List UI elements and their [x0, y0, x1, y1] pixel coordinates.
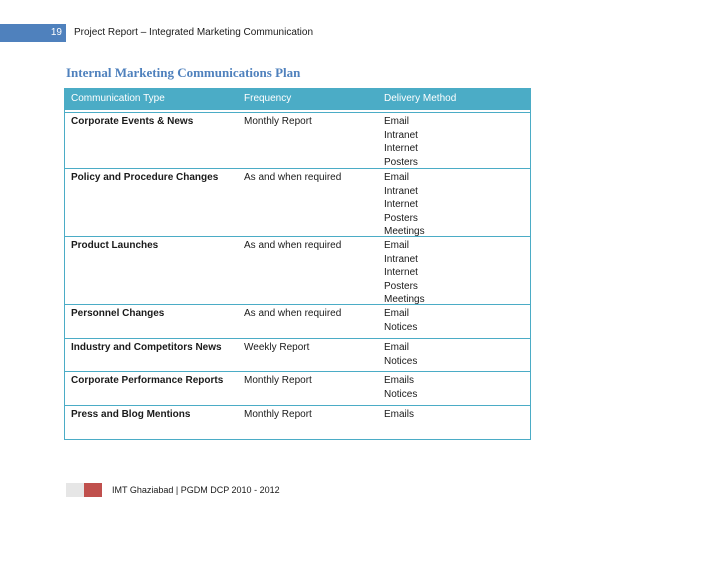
cell-frequency: Monthly Report — [244, 375, 312, 386]
footer-red-block — [84, 483, 102, 497]
header-title: Project Report – Integrated Marketing Communication — [74, 27, 314, 38]
cell-delivery-method — [378, 339, 530, 371]
footer-text: IMT Ghaziabad | PGDM DCP 2010 - 2012 — [112, 485, 280, 495]
table-row — [65, 237, 530, 305]
delivery-method-item: Email — [384, 308, 410, 319]
delivery-method-item: Emails — [384, 375, 415, 386]
delivery-method-item: Notices — [384, 355, 418, 367]
delivery-method-item: Posters — [384, 280, 418, 292]
column-header-communication-type: Communication Type — [71, 93, 165, 104]
delivery-method-item: Meetings — [384, 294, 425, 305]
table-body — [65, 113, 530, 439]
delivery-method-item: Intranet — [384, 129, 418, 141]
table-row — [65, 113, 530, 169]
column-header-frequency: Frequency — [244, 93, 292, 104]
cell-communication-type: Personnel Changes — [71, 308, 165, 319]
communications-plan-table — [64, 88, 531, 440]
delivery-method-item: Internet — [384, 267, 418, 278]
delivery-method-item: Email — [384, 116, 410, 127]
table-row — [65, 339, 530, 372]
cell-delivery-method — [378, 406, 530, 439]
delivery-method-item: Emails — [384, 409, 415, 420]
section-heading: Internal Marketing Communications Plan — [66, 65, 301, 80]
cell-delivery-method — [378, 237, 530, 304]
cell-delivery-method — [378, 169, 530, 236]
delivery-method-item: Email — [384, 172, 410, 183]
cell-delivery-method — [378, 113, 530, 168]
cell-frequency: Monthly Report — [244, 409, 312, 420]
page-number-text: 19 — [50, 27, 62, 38]
cell-frequency: As and when required — [244, 172, 342, 183]
delivery-method-item: Posters — [384, 212, 418, 224]
delivery-method-item: Meetings — [384, 226, 425, 237]
cell-communication-type: Policy and Procedure Changes — [71, 172, 219, 183]
delivery-method-item: Intranet — [384, 185, 418, 197]
cell-communication-type: Industry and Competitors News — [71, 342, 222, 353]
table-row — [65, 372, 530, 406]
cell-delivery-method — [378, 372, 530, 405]
cell-frequency: As and when required — [244, 240, 342, 251]
delivery-method-item: Email — [384, 240, 410, 251]
cell-communication-type: Press and Blog Mentions — [71, 409, 191, 420]
cell-communication-type: Corporate Events & News — [71, 116, 194, 127]
page-number — [0, 24, 66, 42]
delivery-method-item: Email — [384, 342, 410, 353]
column-header-delivery-method: Delivery Method — [384, 93, 457, 104]
delivery-method-item: Notices — [384, 321, 418, 333]
delivery-method-item: Posters — [384, 156, 418, 168]
cell-frequency: Monthly Report — [244, 116, 312, 127]
table-row — [65, 169, 530, 237]
table-row — [65, 406, 530, 439]
cell-communication-type: Product Launches — [71, 240, 159, 251]
delivery-method-item: Notices — [384, 388, 418, 400]
delivery-method-item: Internet — [384, 199, 418, 210]
footer-grey-block — [66, 483, 84, 497]
cell-communication-type: Corporate Performance Reports — [71, 375, 224, 386]
delivery-method-item: Internet — [384, 143, 418, 154]
cell-delivery-method — [378, 305, 530, 338]
cell-frequency: As and when required — [244, 308, 342, 319]
table-row — [65, 305, 530, 339]
delivery-method-item: Intranet — [384, 253, 418, 265]
table-header-row — [65, 88, 530, 112]
cell-frequency: Weekly Report — [244, 342, 310, 353]
